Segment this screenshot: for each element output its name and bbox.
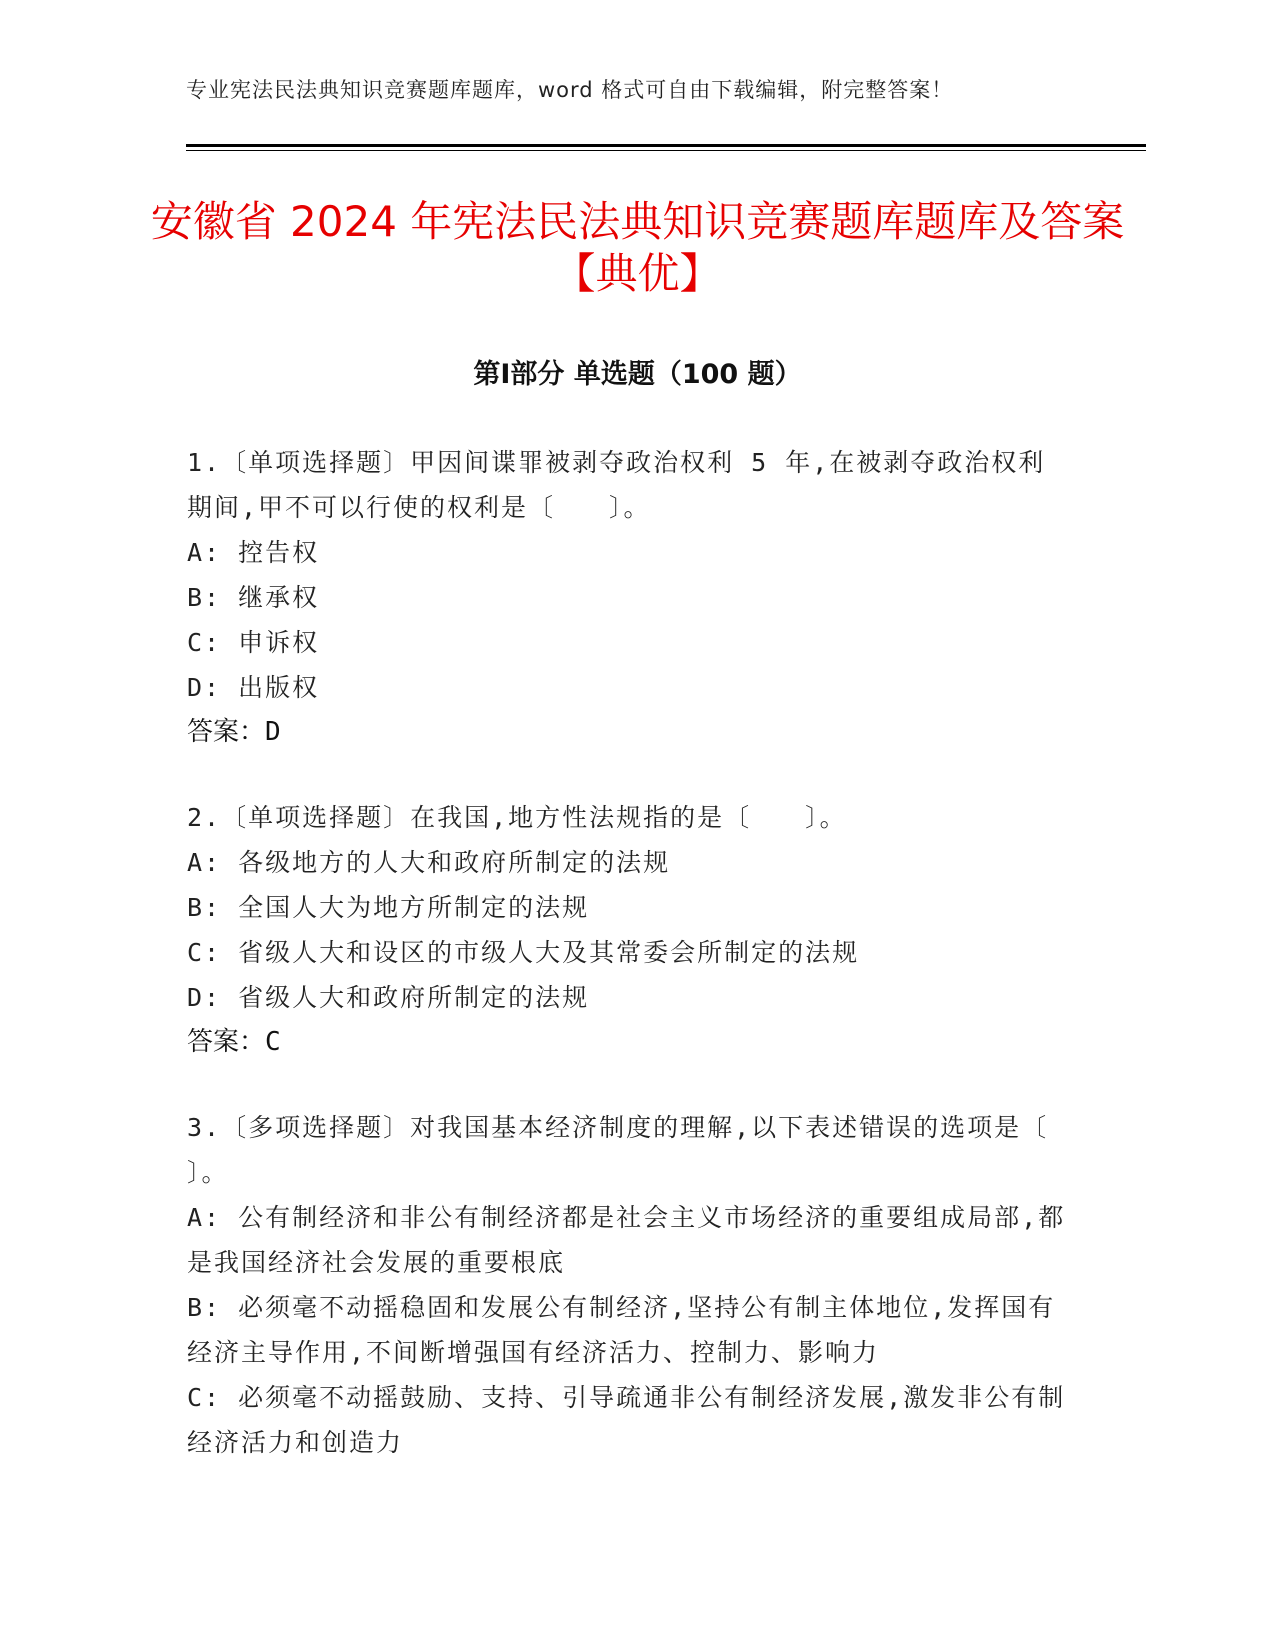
option-a: A: 各级地方的人大和政府所制定的法规 xyxy=(187,848,671,877)
question-stem: 2.〔单项选择题〕在我国,地方性法规指的是〔 〕。 xyxy=(187,803,847,832)
option-c: C: 必须毫不动摇鼓励、支持、引导疏通非公有制经济发展,激发非公有制经济活力和创造力 xyxy=(187,1383,1066,1457)
section-title: 第Ⅰ部分 单选题（100 题） xyxy=(473,359,802,390)
document-title: 安徽省 2024 年宪法民法典知识竞赛题库题库及答案【典优】 xyxy=(150,197,1125,298)
answer-value: C xyxy=(265,1027,281,1057)
answer-line xyxy=(187,1020,1067,1065)
option-c: C: 省级人大和设区的市级人大及其常委会所制定的法规 xyxy=(187,938,860,967)
question-3 xyxy=(187,1105,1103,1465)
answer-line xyxy=(187,710,1067,755)
option-d: D: 出版权 xyxy=(187,673,320,702)
header-note: 专业宪法民法典知识竞赛题库题库，word 格式可自由下载编辑，附完整答案！ xyxy=(186,78,954,102)
question-stem: 3.〔多项选择题〕对我国基本经济制度的理解,以下表述错误的选项是〔 〕。 xyxy=(187,1113,1103,1187)
option-c: C: 申诉权 xyxy=(187,628,320,657)
header-rule-thick xyxy=(186,144,1146,147)
answer-label: 答案： xyxy=(187,1027,266,1057)
question-1 xyxy=(187,440,1067,755)
question-list xyxy=(187,440,1103,1505)
option-b: B: 必须毫不动摇稳固和发展公有制经济,坚持公有制主体地位,发挥国有经济主导作用,不间断增强国有经济活力、控制力、影响力 xyxy=(187,1293,1056,1367)
question-stem: 1.〔单项选择题〕甲因间谍罪被剥夺政治权利 5 年,在被剥夺政治权利期间,甲不可以行使的权利是〔 〕。 xyxy=(187,448,1046,522)
option-b: B: 继承权 xyxy=(187,583,320,612)
answer-value: D xyxy=(265,717,281,747)
question-2 xyxy=(187,795,1067,1065)
option-b: B: 全国人大为地方所制定的法规 xyxy=(187,893,590,922)
answer-label: 答案： xyxy=(187,717,266,747)
option-a: A: 控告权 xyxy=(187,538,320,567)
option-a: A: 公有制经济和非公有制经济都是社会主义市场经济的重要组成局部,都是我国经济社会发展的重要根底 xyxy=(187,1203,1066,1277)
option-d: D: 省级人大和政府所制定的法规 xyxy=(187,983,590,1012)
header-rule-thin xyxy=(186,150,1146,151)
